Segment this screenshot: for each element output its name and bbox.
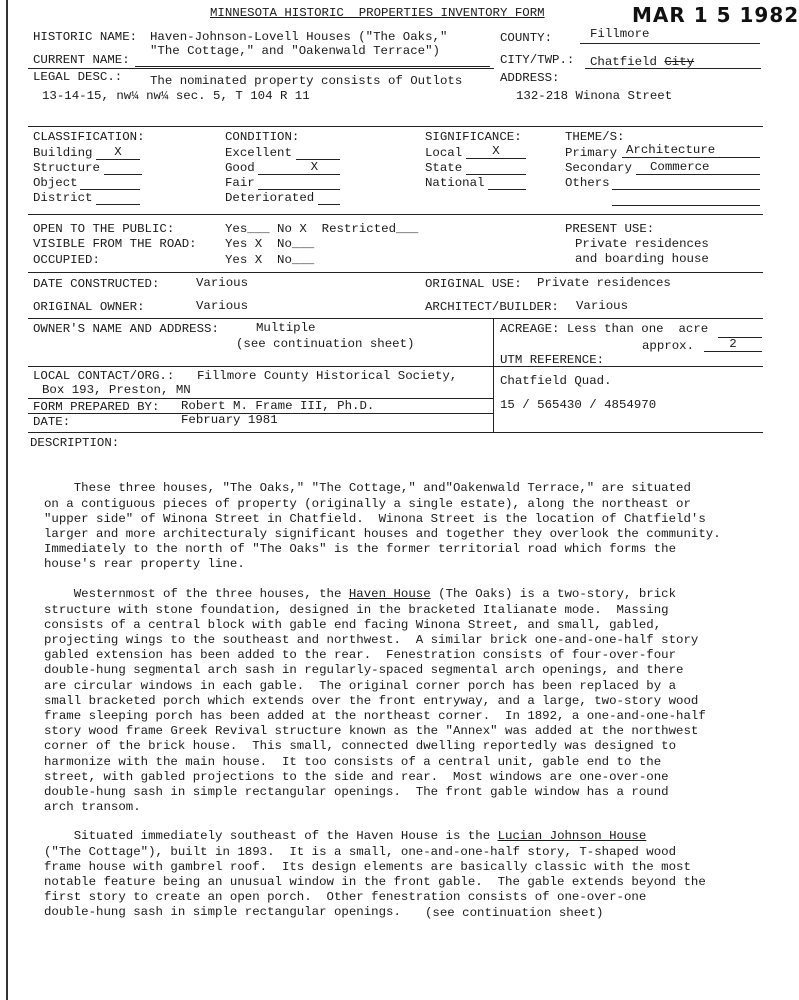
lucian-johnson-house-name: Lucian Johnson House <box>497 829 647 844</box>
original-owner-label: ORIGINAL OWNER: <box>33 300 145 314</box>
divider <box>28 126 763 127</box>
continuation-note: (see continuation sheet) <box>425 906 604 920</box>
divider <box>28 318 763 319</box>
occupied-label: OCCUPIED: <box>33 253 100 267</box>
theme-others-blank2 <box>612 192 760 206</box>
divider <box>493 366 763 367</box>
architect-value: Various <box>576 299 629 313</box>
divider <box>28 68 494 69</box>
original-use-value: Private residences <box>537 276 671 290</box>
divider <box>28 432 763 433</box>
divider <box>28 272 763 273</box>
excellent-blank <box>296 146 340 160</box>
present-use-label: PRESENT USE: <box>565 222 655 236</box>
sig-national: National <box>425 176 485 190</box>
class-district: District <box>33 191 93 205</box>
legal-desc-line2: 13-14-15, nw¼ nw¼ sec. 5, T 104 R 11 <box>42 89 310 103</box>
utm-value: 15 / 565430 / 4854970 <box>500 398 657 412</box>
theme-others-label: Others <box>565 176 610 190</box>
cond-deteriorated: Deteriorated <box>225 191 315 205</box>
current-name-line <box>135 66 490 67</box>
occupied-value: Yes X No___ <box>225 253 315 267</box>
acreage-label: ACREAGE: Less than one acre <box>500 322 709 336</box>
date-constructed-value: Various <box>196 276 249 290</box>
description-paragraph-3: Situated immediately southeast of the Haven House is the Lucian Johnson House ("The Cottage"), built in 1893. It is a small, one-and-one-half story, T-shaped wood frame house with gambrel roof. Its design elements are basically classic with the most notable feature being an unusual window in the front gable. The gable extends beyond the first story to create an open porch. Other fenestration consists of one-over-one double-hung sash in simple rectangular openings. <box>44 829 706 920</box>
themes-label: THEME/S: <box>565 130 625 144</box>
county-label: COUNTY: <box>500 31 553 45</box>
present-use-line2: and boarding house <box>575 252 709 266</box>
date-value: February 1981 <box>181 413 278 427</box>
city-line <box>585 68 761 69</box>
original-use-label: ORIGINAL USE: <box>425 277 522 291</box>
classification-label: CLASSIFICATION: <box>33 130 145 144</box>
structure-blank <box>104 161 142 175</box>
local-contact-value2: Box 193, Preston, MN <box>42 383 191 397</box>
city-label: CITY/TWP.: <box>500 53 575 67</box>
local-contact-value1: Fillmore County Historical Society, <box>197 369 458 383</box>
historic-name-label: HISTORIC NAME: <box>33 30 138 44</box>
sig-local: Local <box>425 146 463 160</box>
original-owner-value: Various <box>196 299 249 313</box>
open-public-value: Yes___ No X Restricted___ <box>225 222 419 236</box>
utm-label: UTM REFERENCE: <box>500 353 605 367</box>
theme-secondary-label: Secondary <box>565 161 632 175</box>
description-paragraph-2: Westernmost of the three houses, the Haven House (The Oaks) is a two-story, brick structure with stone foundation, designed in the bracketed Italianate mode. Massing consists of a central block with gable end facing Winona Street, and small, gabled, projecting wings to the southeast and northwest. A similar brick one-and-one-half story gabled extension has been added to the rear. Fenestration consists of four-over-four double-hung segmental arch sash in regularly-spaced segmental arch openings, and there are circular windows in each gable. The original corner porch has been replaced by a small bracketed porch which extends over the front entryway, and a large, two-story wood frame sleeping porch has been added at the northeast corner. In 1892, a one-and-one-half story wood frame Greek Revival structure known as the "Annex" was added at the northwest corner of the brick house. This small, connected dwelling reportedly was designed to harmonize with the main house. It too consists of a central unit, gable end to the street, with gabled projections to the side and rear. Most windows are one-over-one double-hung sash in simple rectangular openings. The front gable window has a round arch transom. <box>44 587 706 815</box>
significance-label: SIGNIFICANCE: <box>425 130 522 144</box>
visible-road-label: VISIBLE FROM THE ROAD: <box>33 237 197 251</box>
theme-secondary-value: Commerce <box>636 161 760 175</box>
haven-house-name: Haven House <box>348 587 431 602</box>
owner-value1: Multiple <box>256 321 316 335</box>
deteriorated-blank <box>318 191 340 205</box>
good-mark: X <box>258 161 340 175</box>
local-contact-label: LOCAL CONTACT/ORG.: <box>33 369 175 383</box>
prepared-by-label: FORM PREPARED BY: <box>33 400 160 414</box>
address-label: ADDRESS: <box>500 71 560 85</box>
historic-name-line1: Haven-Johnson-Lovell Houses ("The Oaks," <box>150 30 448 44</box>
present-use-line1: Private residences <box>575 237 709 251</box>
sig-state: State <box>425 161 463 175</box>
historic-name-line2: "The Cottage," and "Oakenwald Terrace") <box>150 44 440 58</box>
divider <box>28 214 763 215</box>
visible-road-value: Yes X No___ <box>225 237 315 251</box>
owner-value2: (see continuation sheet) <box>236 337 415 351</box>
fair-blank <box>258 176 340 190</box>
description-paragraph-1: These three houses, "The Oaks," "The Cottage," and"Oakenwald Terrace," are situated on a contiguous pieces of property (originally a single estate), along the northeast or "upper side" of Winona Street in Chatfield. Winona Street is the location of Chatfield's larger and more architecturaly significant houses and together they overlook the community. Immediately to the north of "The Oaks" is the former territorial road which forms the house's rear property line. <box>44 481 721 572</box>
legal-desc-line1: The nominated property consists of Outlots <box>150 74 463 88</box>
date-label: DATE: <box>33 415 71 429</box>
cond-excellent: Excellent <box>225 146 292 160</box>
architect-label: ARCHITECT/BUILDER: <box>425 300 559 314</box>
legal-desc-label: LEGAL DESC.: <box>33 70 123 84</box>
owner-label: OWNER'S NAME AND ADDRESS: <box>33 322 219 336</box>
county-value: Fillmore <box>590 27 650 41</box>
vertical-divider <box>493 318 494 432</box>
district-blank <box>96 191 140 205</box>
county-line <box>580 43 760 44</box>
prepared-by-value: Robert M. Frame III, Ph.D. <box>181 399 375 413</box>
city-value: Chatfield City <box>590 55 695 69</box>
state-blank <box>466 161 526 175</box>
utm-quad: Chatfield Quad. <box>500 374 612 388</box>
object-blank <box>80 176 140 190</box>
open-public-label: OPEN TO THE PUBLIC: <box>33 222 175 236</box>
local-mark: X <box>466 145 526 159</box>
acreage-approx: approx. <box>642 339 695 353</box>
received-stamp: MAR 1 5 1982 <box>632 3 799 27</box>
address-value: 132-218 Winona Street <box>516 89 673 103</box>
acreage-value: 2 <box>704 338 762 352</box>
current-name-label: CURRENT NAME: <box>33 53 130 67</box>
class-building: Building <box>33 146 93 160</box>
class-structure: Structure <box>33 161 100 175</box>
theme-others-blank <box>612 176 760 190</box>
condition-label: CONDITION: <box>225 130 300 144</box>
form-title: MINNESOTA HISTORIC PROPERTIES INVENTORY FORM <box>210 6 545 20</box>
date-constructed-label: DATE CONSTRUCTED: <box>33 277 160 291</box>
divider <box>28 366 493 367</box>
theme-primary-label: Primary <box>565 146 618 160</box>
national-blank <box>488 176 526 190</box>
building-mark: X <box>96 146 140 160</box>
class-object: Object <box>33 176 78 190</box>
cond-good: Good <box>225 161 255 175</box>
theme-primary-value: Architecture <box>622 144 760 158</box>
cond-fair: Fair <box>225 176 255 190</box>
description-label: DESCRIPTION: <box>30 436 120 450</box>
scan-edge <box>6 0 8 1000</box>
